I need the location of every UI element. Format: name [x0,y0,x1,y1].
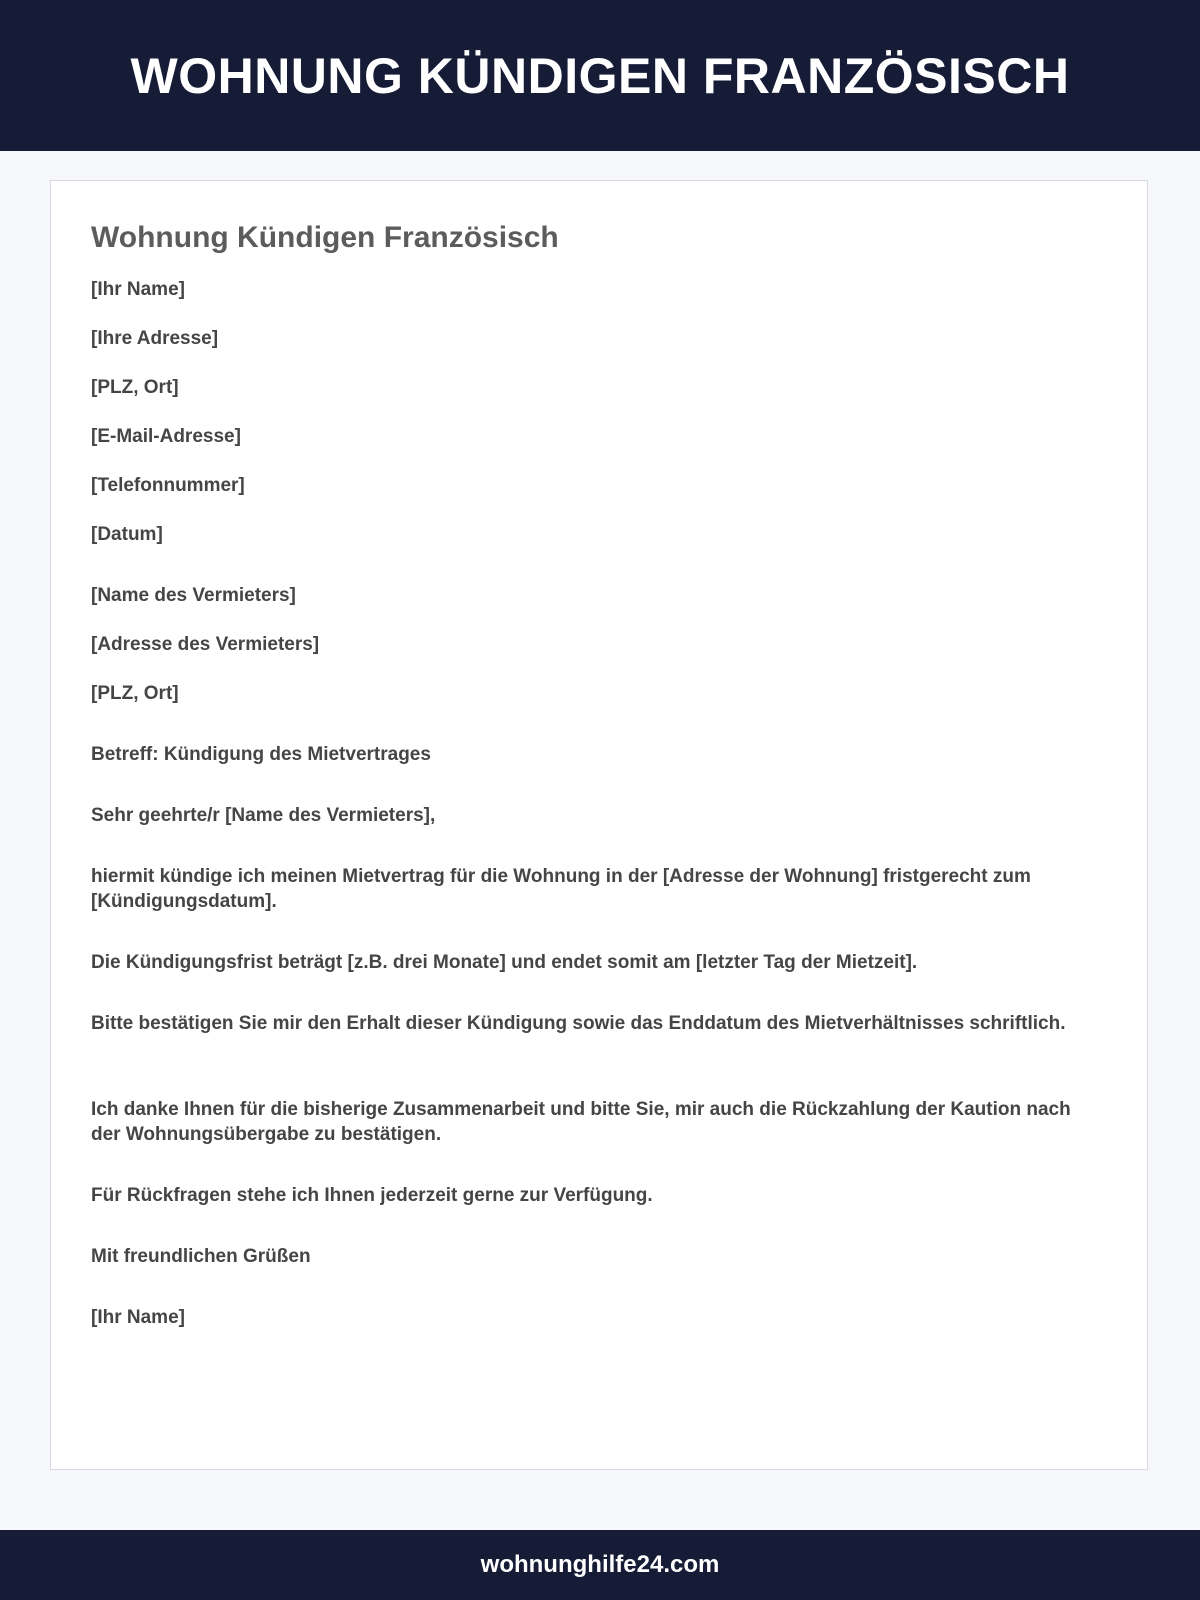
sender-name: [Ihr Name] [91,279,185,300]
letter-card [50,180,1148,1470]
letter-date: [Datum] [91,524,163,545]
paragraph-3: Bitte bestätigen Sie mir den Erhalt dieser Kündigung sowie das Enddatum des Mietverhältnisses schriftlich. [91,1013,1066,1034]
sender-email: [E-Mail-Adresse] [91,426,241,447]
paragraph-4: Ich danke Ihnen für die bisherige Zusammenarbeit und bitte Sie, mir auch die Rückzahlung der Kaution nach der Wohnungsübergabe zu bestätigen. [91,1099,1071,1145]
sender-address: [Ihre Adresse] [91,328,219,349]
sender-phone: [Telefonnummer] [91,475,245,496]
paragraph-5: Für Rückfragen stehe ich Ihnen jederzeit gerne zur Verfügung. [91,1185,653,1206]
recipient-name: [Name des Vermieters] [91,585,296,606]
page-footer [0,1530,1200,1600]
document-title: Wohnung Kündigen Französisch [91,221,559,254]
letter-signature: [Ihr Name] [91,1307,185,1328]
page-heading: WOHNUNG KÜNDIGEN FRANZÖSISCH [130,47,1070,104]
paragraph-1: hiermit kündige ich meinen Mietvertrag für die Wohnung in der [Adresse der Wohnung] fristgerecht zum [Kündigungsdatum]. [91,866,1031,912]
paragraph-2: Die Kündigungsfrist beträgt [z.B. drei Monate] und endet somit am [letzter Tag der Mietzeit]. [91,952,918,973]
letter-subject: Betreff: Kündigung des Mietvertrages [91,744,431,765]
recipient-city: [PLZ, Ort] [91,683,179,704]
page-header [0,0,1200,151]
sender-city: [PLZ, Ort] [91,377,179,398]
recipient-address: [Adresse des Vermieters] [91,634,320,655]
letter-closing: Mit freundlichen Grüßen [91,1246,311,1267]
letter-salutation: Sehr geehrte/r [Name des Vermieters], [91,805,436,826]
footer-site-link[interactable]: wohnunghilfe24.com [480,1551,720,1578]
